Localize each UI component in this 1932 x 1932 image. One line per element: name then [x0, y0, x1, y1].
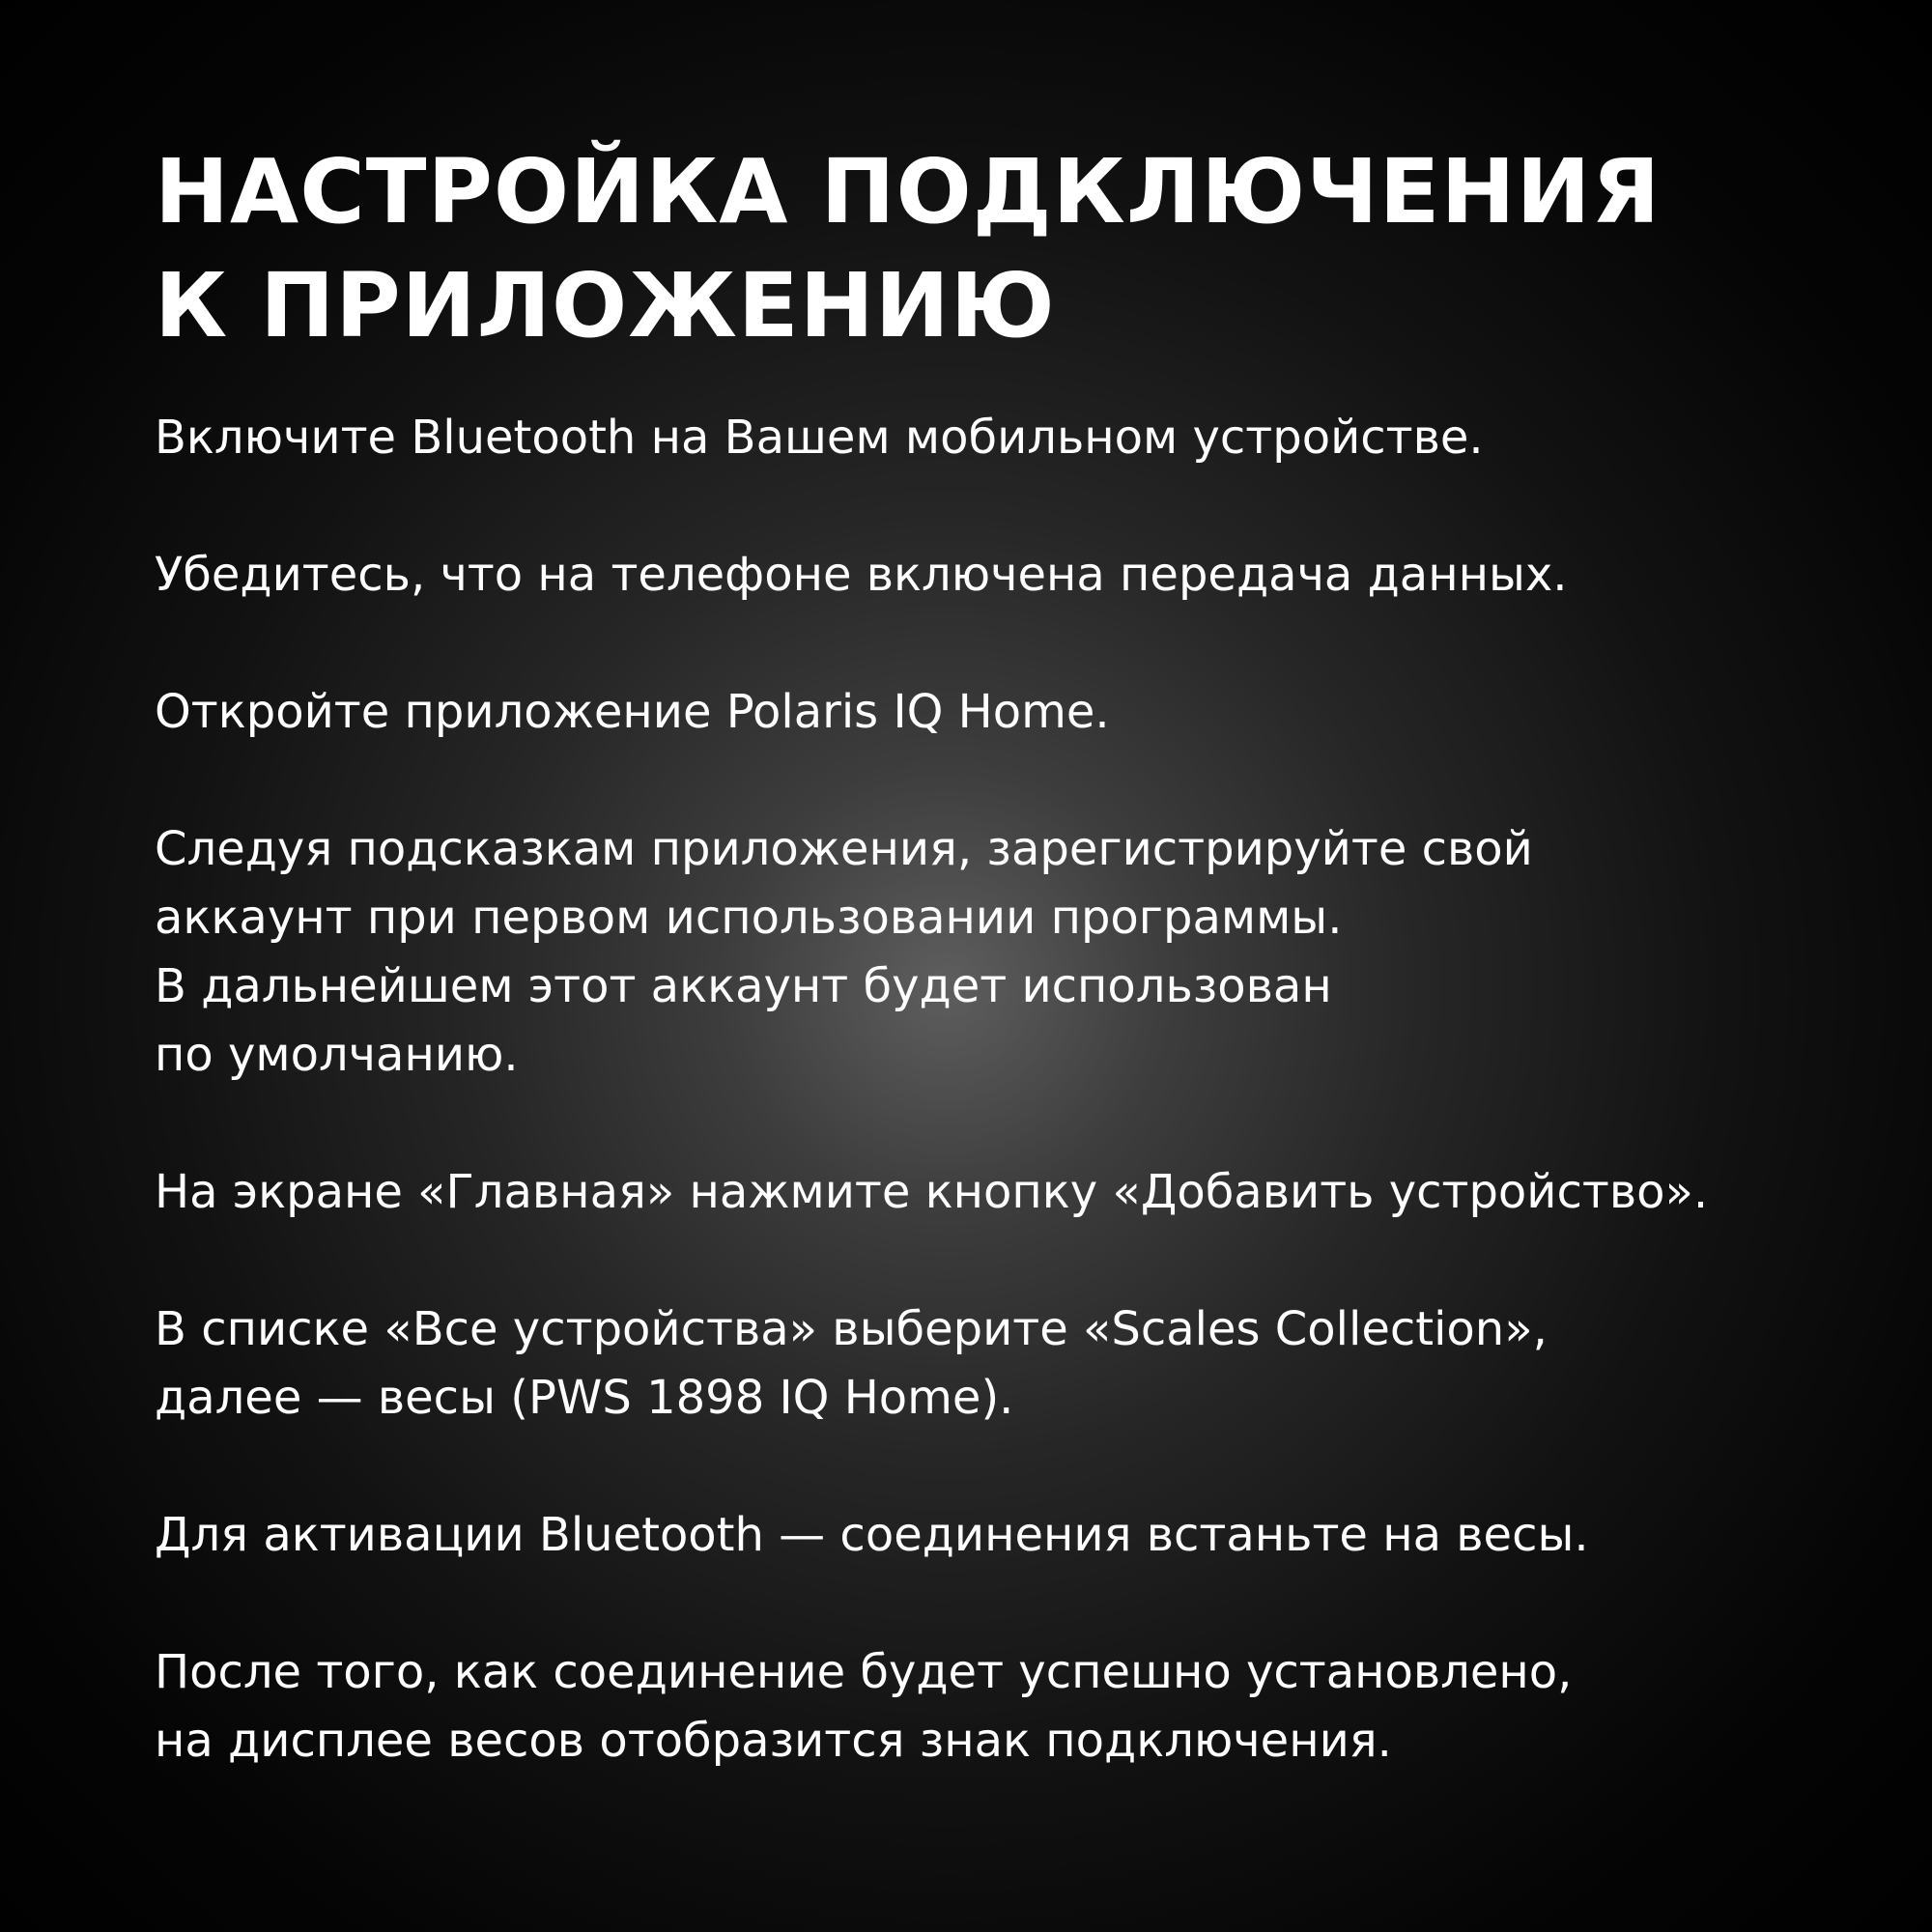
step-text-line: После того, как соединение будет успешно установлено, [155, 1645, 1573, 1699]
step-text-line: Убедитесь, что на телефоне включена передача данных. [155, 548, 1568, 602]
step-text-line: Откройте приложение Polaris IQ Home. [155, 685, 1110, 739]
step-connection-indicator [155, 1638, 1835, 1776]
step-text-line: по умолчанию. [155, 1028, 519, 1082]
instruction-steps [155, 404, 1835, 1776]
step-text-line: Для активации Bluetooth — соединения встаньте на весы. [155, 1508, 1589, 1562]
step-activate-connection [155, 1501, 1835, 1570]
step-add-device [155, 1158, 1835, 1227]
title-line-1: НАСТРОЙКА ПОДКЛЮЧЕНИЯ [155, 140, 1662, 243]
step-register-account [155, 815, 1835, 1090]
step-enable-mobile-data [155, 541, 1835, 610]
instruction-page [155, 135, 1835, 1844]
step-text-line: В дальнейшем этот аккаунт будет использован [155, 959, 1332, 1013]
step-text-line: Следуя подсказкам приложения, зарегистрируйте свой [155, 822, 1533, 876]
step-open-app [155, 678, 1835, 747]
page-title [155, 135, 1835, 363]
step-text-line: далее — весы (PWS 1898 IQ Home). [155, 1371, 1014, 1425]
step-enable-bluetooth [155, 404, 1835, 472]
title-line-2: К ПРИЛОЖЕНИЮ [155, 254, 1056, 357]
step-text-line: На экране «Главная» нажмите кнопку «Добавить устройство». [155, 1165, 1709, 1219]
step-text-line: аккаунт при первом использовании программы. [155, 891, 1343, 945]
step-select-scales [155, 1295, 1835, 1433]
step-text-line: Включите Bluetooth на Вашем мобильном устройстве. [155, 411, 1484, 465]
step-text-line: В списке «Все устройства» выберите «Scales Collection», [155, 1302, 1548, 1356]
step-text-line: на дисплее весов отобразится знак подключения. [155, 1714, 1392, 1768]
